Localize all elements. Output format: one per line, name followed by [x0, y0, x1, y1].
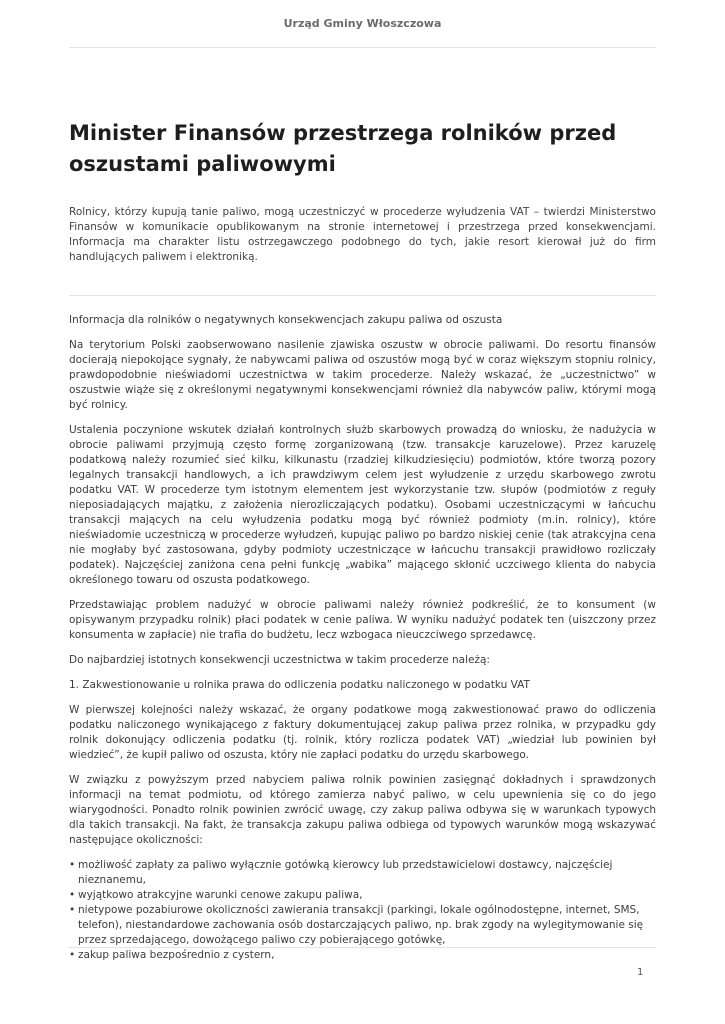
body-paragraph: W pierwszej kolejności należy wskazać, że organy podatkowe mogą zakwestionować prawo do odliczenia podatku naliczonego wynikającego z faktury dokumentującej zakup paliwa przez rolnika, w przypadku gdy rolnik dokonujący odliczenia podatku (tj. rolnik, który rozlicza podatek VAT) „wiedział lub powinien był wiedzieć”, że kupił paliwo od oszusta, który nie zapłaci podatku do urzędu skarbowego.: [69, 704, 656, 761]
article-title: Minister Finansów przestrzega rolników przed oszustami paliwowymi: [69, 121, 617, 176]
body-paragraph: Przedstawiając problem nadużyć w obrocie paliwami należy również podkreślić, że to konsument (w opisywanym przypadku rolnik) płaci podatek w cenie paliwa. W wyniku nadużyć podatek ten (uiszczony przez konsumenta w zapłacie) nie trafia do budżetu, lecz wzbogaca nieuczciwego sprzedawcę.: [69, 599, 656, 641]
section-heading: 1. Zakwestionowanie u rolnika prawa do odliczenia podatku naliczonego w podatku VAT: [69, 679, 530, 691]
list-item: • wyjątkowo atrakcyjne warunki cenowe zakupu paliwa,: [69, 888, 656, 903]
list-item: • możliwość zapłaty za paliwo wyłącznie gotówką kierowcy lub przedstawicielowi dostawcy, najczęściej nieznanemu,: [69, 858, 656, 888]
header-divider: [69, 47, 656, 48]
article-lead: Rolnicy, którzy kupują tanie paliwo, mogą uczestniczyć w procederze wyłudzenia VAT – twierdzi Ministerstwo Finansów w komunikacie opublikowanym na stronie internetowej i przestrzega przed konsekwencjami. Informacja ma charakter listu ostrzegawczego podobnego do tych, jakie resort kierował już do firm handlujących paliwem i elektroniką.: [69, 206, 656, 263]
document-header: Urząd Gminy Włoszczowa: [283, 17, 442, 30]
body-paragraph: Do najbardziej istotnych konsekwencji uczestnictwa w takim procederze należą:: [69, 654, 490, 666]
body-paragraph: Na terytorium Polski zaobserwowano nasilenie zjawiska oszustw w obrocie paliwami. Do resortu finansów docierają niepokojące sygnały, że nabywcami paliwa od oszustów mogą być w coraz większym stopniu rolnicy, prawdopodobnie nieświadomi uczestnictwa w takim procederze. Należy wskazać, że „uczestnictwo” w oszustwie wiąże się z określonymi negatywnymi konsekwencjami również dla nabywców paliw, którymi mogą być rolnicy.: [69, 339, 656, 411]
article-body: [69, 313, 656, 963]
list-item: • nietypowe pozabiurowe okoliczności zawierania transakcji (parkingi, lokale ogólnodostępne, internet, SMS, telefon), niestandardowe zachowania osób dostarczających paliwo, np. brak zgody na wylegitymowanie się przez sprzedającego, dowożącego paliwo czy pobierającego gotówkę,: [69, 903, 656, 948]
page-number: 1: [637, 967, 644, 978]
footer-divider: [69, 947, 656, 948]
list-item: • zakup paliwa bezpośrednio z cystern,: [69, 948, 656, 963]
body-paragraph-intro: Informacja dla rolników o negatywnych konsekwencjach zakupu paliwa od oszusta: [69, 314, 503, 326]
body-paragraph: W związku z powyższym przed nabyciem paliwa rolnik powinien zasięgnąć dokładnych i sprawdzonych informacji na temat podmiotu, od którego zamierza nabyć paliwo, w celu upewnienia się co do jego wiarygodności. Ponadto rolnik powinien zwrócić uwagę, czy zakup paliwa odbywa się w warunkach typowych dla takich transakcji. Na fakt, że transakcja zakupu paliwa odbiega od typowych warunków mogą wskazywać następujące okoliczności:: [69, 774, 656, 846]
lead-divider: [69, 295, 656, 296]
body-paragraph: Ustalenia poczynione wskutek działań kontrolnych służb skarbowych prowadzą do wniosku, że nadużycia w obrocie paliwami przyjmują często formę zorganizowaną (tzw. transakcje karuzelowe). Przez karuzelę podatkową należy rozumieć sieć kilku, kilkunastu (rzadziej kilkudziesięciu) podmiotów, które tworzą pozory legalnych transakcji handlowych, a ich prawdziwym celem jest wyłudzenie z urzędu skarbowego zwrotu podatku VAT. W procederze tym istotnym elementem jest wykorzystanie tzw. słupów (podmiotów z reguły nieposiadających majątku, z założenia nierozliczających podatku). Osobami uczestniczącymi w łańcuchu transakcji mających na celu wyłudzenia podatku mogą być również podmioty (m.in. rolnicy), które nieświadomie uczestniczą w procederze wyłudzeń, kupując paliwo po bardzo niskiej cenie (tak atrakcyjna cena nie mogłaby być zastosowana, gdyby podmioty uczestniczące w łańcuchu transakcji prawidłowo rozliczały podatek). Najczęściej zaniżona cena pełni funkcję „wabika” mającego skłonić uczciwego klienta do nabycia określonego towaru od oszusta podatkowego.: [69, 424, 656, 586]
